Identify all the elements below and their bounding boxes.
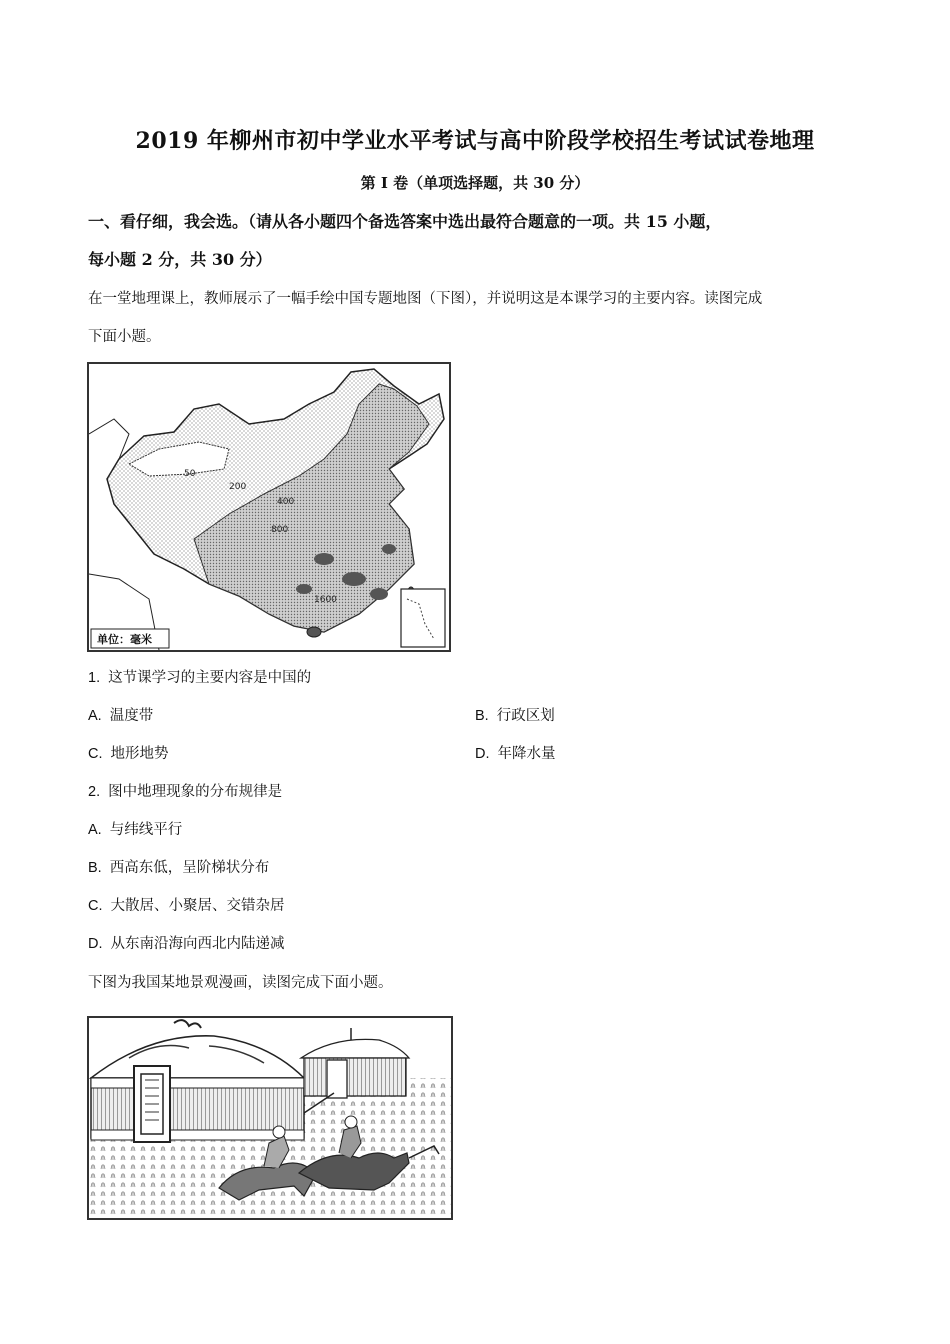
q1-option-b[interactable]: B. 行政区划 xyxy=(475,708,555,724)
question-number: 1. xyxy=(88,670,101,686)
grassland-landscape-cartoon xyxy=(87,1016,453,1220)
contour-label-200: 200 xyxy=(229,482,247,492)
q2-option-c[interactable]: C. 大散居、小聚居、交错杂居 xyxy=(88,898,285,914)
section-heading-line1: 一、看仔细，我会选。（请从各小题四个备选答案中选出最符合题意的一项。共 15 小题， xyxy=(88,212,722,231)
question-1-stem xyxy=(88,668,311,688)
q2-option-b[interactable]: B. 西高东低，呈阶梯状分布 xyxy=(88,860,270,876)
small-yurt xyxy=(301,1028,409,1098)
intro-paragraph-line1: 在一堂地理课上，教师展示了一幅手绘中国专题地图（下图），并说明这是本课学习的主要内容。读图完成 xyxy=(88,291,763,307)
q2-option-d[interactable]: D. 从东南沿海向西北内陆递减 xyxy=(88,936,285,952)
page-title: 2019 年柳州市初中学业水平考试与高中阶段学校招生考试试卷地理 xyxy=(135,128,815,154)
intro-paragraph-2: 下图为我国某地景观漫画，读图完成下面小题。 xyxy=(88,975,393,991)
contour-label-50: 50 xyxy=(184,469,196,479)
q2-option-a[interactable]: A. 与纬线平行 xyxy=(88,822,183,838)
contour-label-400: 400 xyxy=(277,497,295,507)
question-2-stem xyxy=(88,782,282,802)
cartoon-drawing xyxy=(89,1018,451,1218)
intro-paragraph-line2: 下面小题。 xyxy=(88,329,161,345)
question-number: 2. xyxy=(88,784,101,800)
question-text: 这节课学习的主要内容是中国的 xyxy=(108,670,312,686)
question-text: 图中地理现象的分布规律是 xyxy=(108,784,283,800)
contour-label-800: 800 xyxy=(271,525,289,535)
part-heading: 第 I 卷（单项选择题，共 30 分） xyxy=(360,174,590,192)
south-china-sea-inset xyxy=(401,589,445,647)
map-unit-label: 单位：毫米 xyxy=(97,633,152,646)
china-precipitation-map xyxy=(87,362,451,652)
contour-label-1600: 1600 xyxy=(314,595,337,605)
q1-option-a[interactable]: A. 温度带 xyxy=(88,708,154,724)
q1-option-d[interactable]: D. 年降水量 xyxy=(475,746,556,762)
large-yurt xyxy=(91,1020,304,1142)
section-heading-line2: 每小题 2 分，共 30 分） xyxy=(88,250,272,269)
map-drawing xyxy=(89,364,449,650)
q1-option-c[interactable]: C. 地形地势 xyxy=(88,746,169,762)
